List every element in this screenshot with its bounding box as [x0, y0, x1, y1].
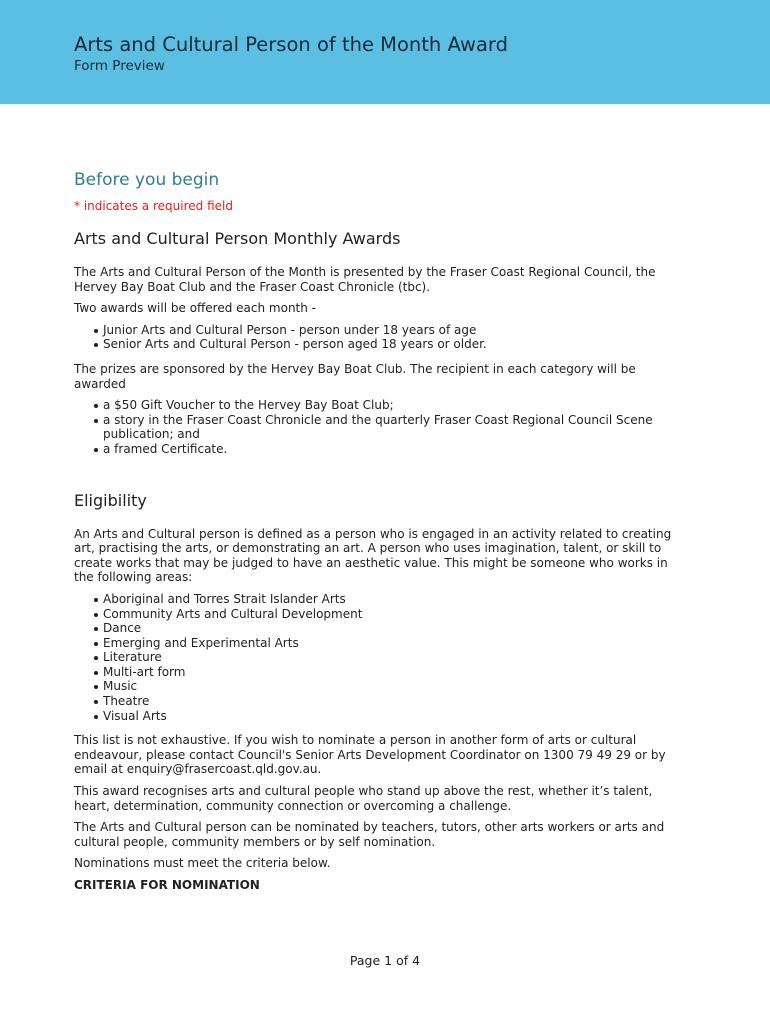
not-exhaustive-text: This list is not exhaustive. If you wish to nominate a person in another form of arts or cultural endeavour, please contact Council's Senior Arts Development Coordinator on 1300 79 49 29 or by email at enquiry@frasercoast.qld.gov.au.: [74, 733, 666, 777]
list-item: Multi-art form: [91, 665, 684, 680]
list-item: Community Arts and Cultural Development: [91, 607, 684, 622]
prize-list: [74, 398, 684, 456]
form-header: [0, 0, 770, 104]
list-item: Emerging and Experimental Arts: [91, 636, 684, 651]
page-number: Page 1 of 4: [349, 953, 421, 968]
two-awards-text: Two awards will be offered each month -: [74, 301, 317, 316]
list-item: Literature: [91, 650, 684, 665]
list-item: a story in the Fraser Coast Chronicle and the quarterly Fraser Coast Regional Council Scene publication; and: [91, 413, 684, 442]
required-field-note: * indicates a required field: [74, 199, 233, 213]
form-subtitle: Form Preview: [74, 58, 165, 74]
list-item: a framed Certificate.: [91, 442, 684, 457]
list-item: Senior Arts and Cultural Person - person aged 18 years or older.: [91, 337, 684, 352]
criteria-heading: CRITERIA FOR NOMINATION: [74, 878, 260, 892]
list-item: a $50 Gift Voucher to the Hervey Bay Boat Club;: [91, 398, 684, 413]
nominated-by-text: The Arts and Cultural person can be nominated by teachers, tutors, other arts workers or arts and cultural people, community members or by self nomination.: [74, 820, 665, 849]
form-title: Arts and Cultural Person of the Month Award: [74, 33, 508, 56]
list-item: Dance: [91, 621, 684, 636]
recognises-text: This award recognises arts and cultural people who stand up above the rest, whether it’s talent, heart, determination, community connection or overcoming a challenge.: [74, 784, 653, 813]
list-item: Aboriginal and Torres Strait Islander Arts: [91, 592, 684, 607]
award-list: [74, 323, 684, 352]
eligibility-heading: Eligibility: [74, 490, 147, 510]
section-title: Before you begin: [74, 170, 220, 190]
areas-list: [74, 592, 684, 723]
eligibility-definition: An Arts and Cultural person is defined as a person who is engaged in an activity related to creating art, practising the arts, or demonstrating an art. A person who uses imagination, talent, or skill to create works that may be judged to have an aesthetic value. This might be someone who works in the following areas:: [74, 526, 672, 585]
form-content: [74, 170, 684, 892]
criteria-note: Nominations must meet the criteria below.: [74, 856, 331, 871]
awards-intro: The Arts and Cultural Person of the Month is presented by the Fraser Coast Regional Council, the Hervey Bay Boat Club and the Fraser Coast Chronicle (tbc).: [74, 265, 656, 294]
list-item: Junior Arts and Cultural Person - person under 18 years of age: [91, 323, 684, 338]
awards-heading: Arts and Cultural Person Monthly Awards: [74, 229, 401, 248]
list-item: Visual Arts: [91, 709, 684, 724]
prizes-text: The prizes are sponsored by the Hervey Bay Boat Club. The recipient in each category will be awarded: [74, 361, 636, 391]
list-item: Music: [91, 679, 684, 694]
list-item: Theatre: [91, 694, 684, 709]
